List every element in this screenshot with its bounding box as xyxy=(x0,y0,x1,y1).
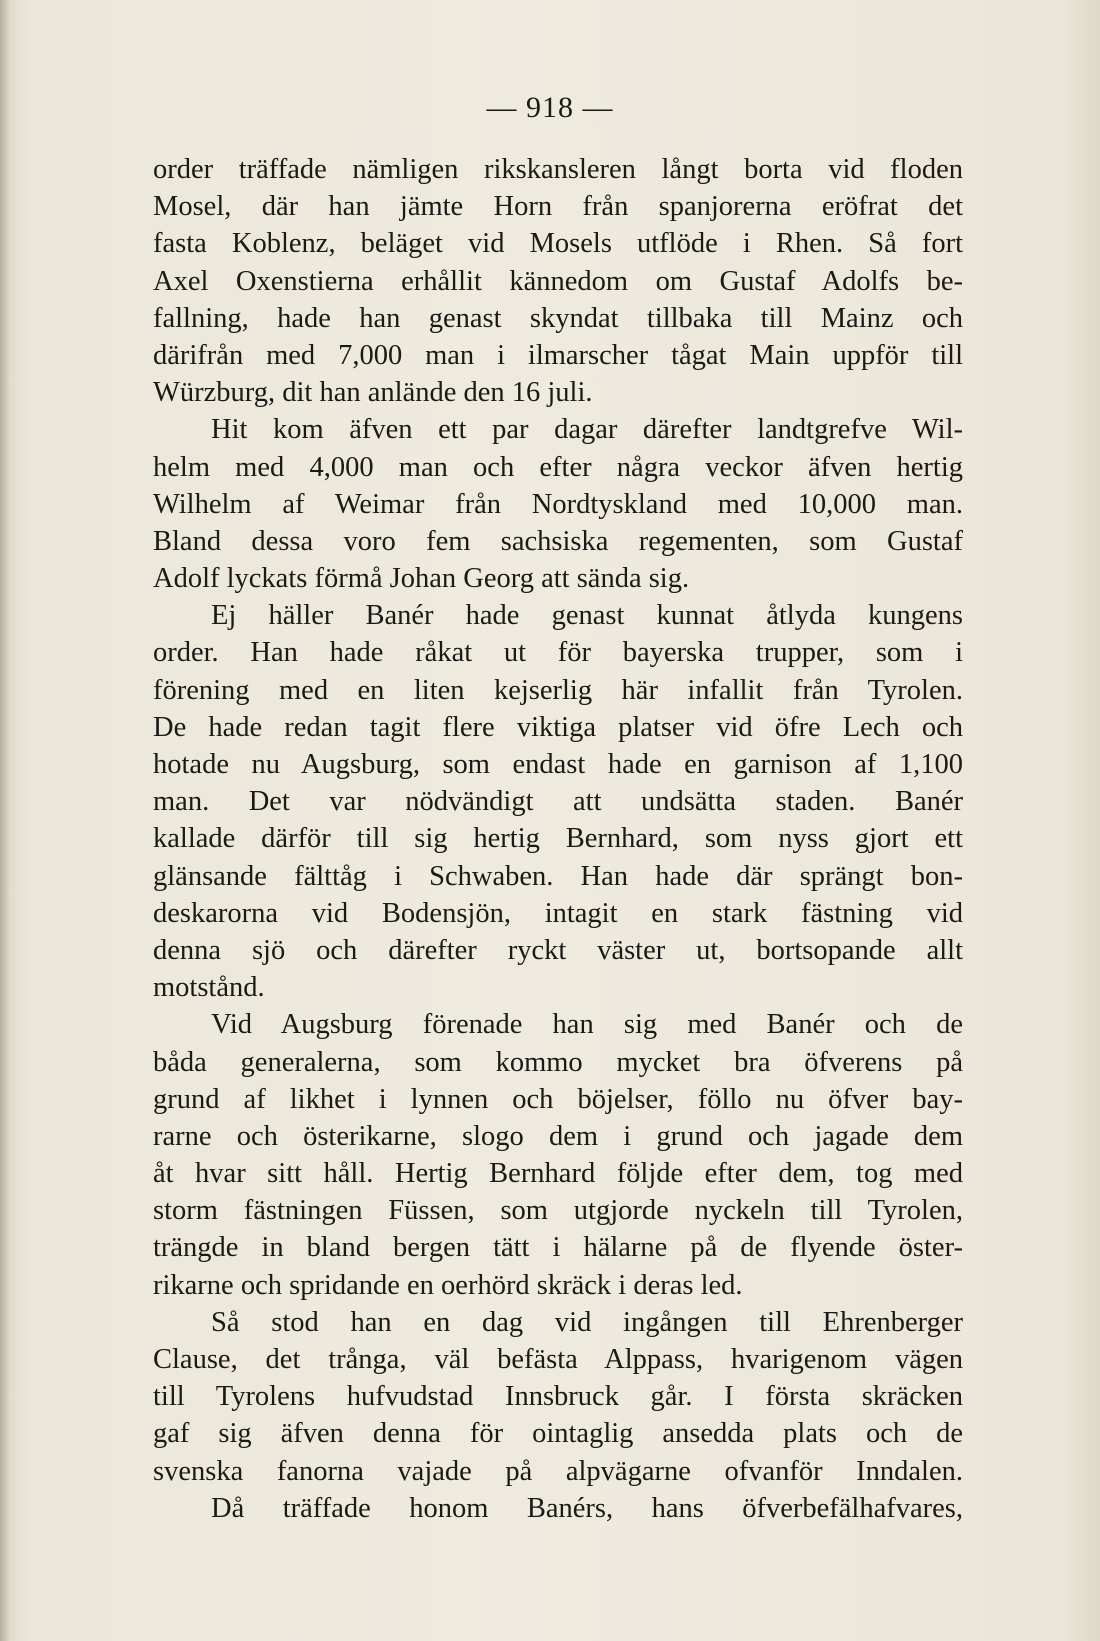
text-line: order. Han hade råkat ut för bayerska trupper, som i xyxy=(153,637,963,669)
text-line: gaf sig äfven denna för ointaglig ansedda plats och de xyxy=(153,1418,963,1450)
page-edge-shadow xyxy=(0,0,10,1641)
text-line: motstånd. xyxy=(153,972,265,1004)
text-line: åt hvar sitt håll. Hertig Bernhard följde efter dem, tog med xyxy=(153,1158,963,1190)
text-line: Ej häller Banér hade genast kunnat åtlyda kungens xyxy=(211,600,963,632)
text-line: grund af likhet i lynnen och böjelser, föllo nu öfver bay- xyxy=(153,1083,963,1115)
text-line: rikarne och spridande en oerhörd skräck i deras led. xyxy=(153,1269,743,1301)
text-line: till Tyrolens hufvudstad Innsbruck går. I första skräcken xyxy=(153,1381,963,1413)
text-line: fasta Koblenz, beläget vid Mosels utflöde i Rhen. Så fort xyxy=(153,228,963,260)
text-line: förening med en liten kejserlig här infallit från Tyrolen. xyxy=(153,674,963,706)
text-line: rarne och österikarne, slogo dem i grund och jagade dem xyxy=(153,1120,963,1152)
text-line: Clause, det trånga, väl befästa Alppass, hvarigenom vägen xyxy=(153,1344,963,1375)
text-line: Würzburg, dit han anlände den 16 juli. xyxy=(153,377,593,409)
text-line: kallade därför till sig hertig Bernhard, som nyss gjort ett xyxy=(153,823,963,855)
text-line: deskarorna vid Bodensjön, intagit en stark fästning vid xyxy=(153,897,963,929)
text-line: därifrån med 7,000 man i ilmarscher tågat Main uppför till xyxy=(153,339,963,371)
page-number: — 918 — xyxy=(486,91,614,124)
text-line: helm med 4,000 man och efter några veckor äfven hertig xyxy=(153,451,963,483)
text-line: De hade redan tagit flere viktiga platser vid öfre Lech och xyxy=(153,711,963,743)
text-line: Axel Oxenstierna erhållit kännedom om Gustaf Adolfs be- xyxy=(153,265,963,297)
text-line: denna sjö och därefter ryckt väster ut, bortsopande allt xyxy=(153,934,963,966)
text-line: Vid Augsburg förenade han sig med Banér och de xyxy=(211,1009,963,1041)
text-line: Då träffade honom Banérs, hans öfverbefälhafvares, xyxy=(211,1492,963,1524)
text-line: Så stod han en dag vid ingången till Ehrenberger xyxy=(211,1306,963,1338)
text-line: Mosel, där han jämte Horn från spanjorerna eröfrat det xyxy=(153,191,963,223)
text-line: Hit kom äfven ett par dagar därefter landtgrefve Wil- xyxy=(211,414,963,446)
text-line: båda generalerna, som kommo mycket bra öfverens på xyxy=(153,1046,963,1078)
text-line: Bland dessa voro fem sachsiska regementen, som Gustaf xyxy=(153,525,963,557)
text-line: storm fästningen Füssen, som utgjorde nyckeln till Tyrolen, xyxy=(153,1195,963,1227)
text-line: Wilhelm af Weimar från Nordtyskland med 10,000 man. xyxy=(153,488,963,520)
body-text xyxy=(153,151,963,1527)
text-line: fallning, hade han genast skyndat tillbaka till Mainz och xyxy=(153,302,963,334)
text-line: man. Det var nödvändigt att undsätta staden. Banér xyxy=(153,786,963,818)
text-line: Adolf lyckats förmå Johan Georg att sända sig. xyxy=(153,563,690,595)
text-line: svenska fanorna vajade på alpvägarne ofvanför Inndalen. xyxy=(153,1455,963,1487)
text-line: glänsande fälttåg i Schwaben. Han hade där sprängt bon- xyxy=(153,860,963,892)
text-line: order träffade nämligen rikskansleren långt borta vid floden xyxy=(153,154,963,185)
text-line: trängde in bland bergen tätt i hälarne på de flyende öster- xyxy=(153,1232,963,1264)
text-line: hotade nu Augsburg, som endast hade en garnison af 1,100 xyxy=(153,749,963,780)
